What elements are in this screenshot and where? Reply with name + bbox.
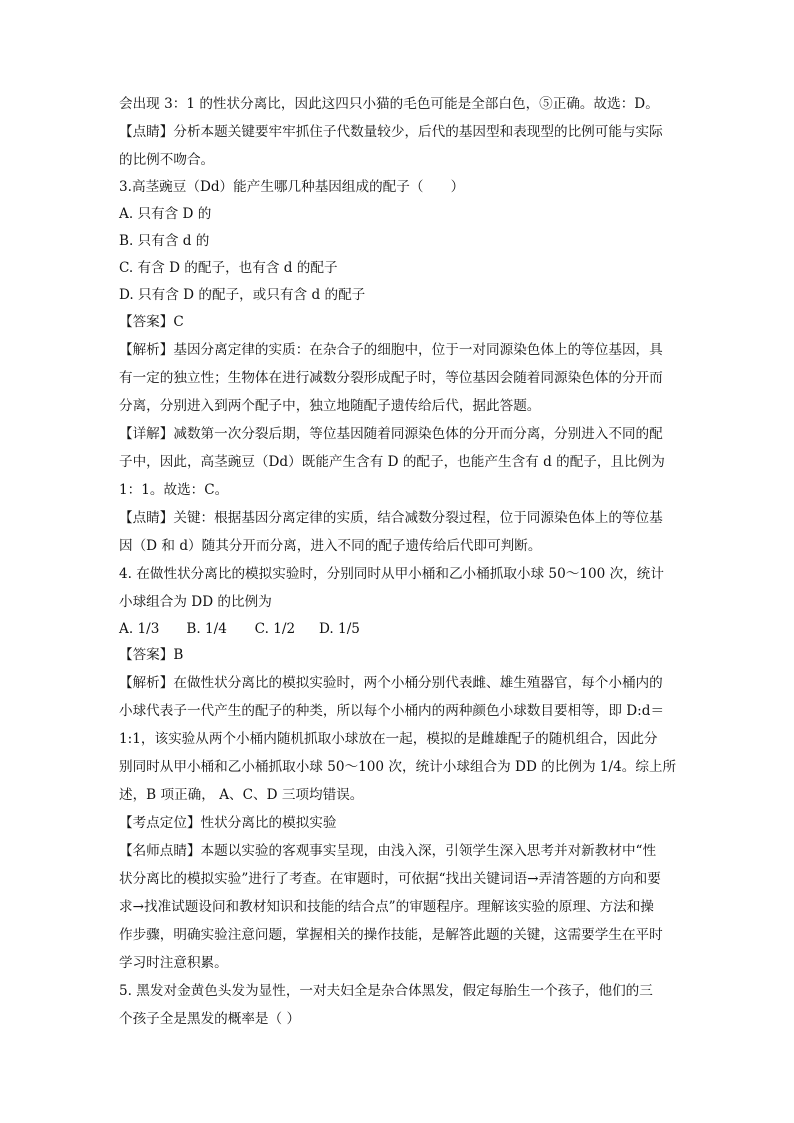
option-c: C. 有含 D 的配子，也有含 d 的配子 bbox=[119, 260, 338, 276]
q4-options bbox=[119, 620, 360, 638]
q4-option-a: A. 1/3 bbox=[119, 621, 160, 637]
text-line: 求→找准试题设问和教材知识和技能的结合点”的审题程序。理解该实验的原理、方法和操 bbox=[119, 899, 654, 915]
text-line: 学习时注意积累。 bbox=[119, 955, 228, 971]
text-line: 小球代表子一代产生的配子的种类，所以每个小桶内的两种颜色小球数目要相等，即 D:d＝ bbox=[119, 703, 665, 719]
answer-line: 【答案】B bbox=[119, 647, 184, 663]
question-3: 3.高茎豌豆（Dd）能产生哪几种基因组成的配子（ ） bbox=[119, 179, 465, 195]
text-line: 的比例不吻合。 bbox=[119, 152, 215, 168]
q4-option-b: B. 1/4 bbox=[186, 621, 227, 637]
text-line: 个孩子全是黑发的概率是（ ） bbox=[119, 1011, 301, 1027]
q4-option-c: C. 1/2 bbox=[254, 621, 296, 637]
question-5: 5. 黑发对金黄色头发为显性，一对夫妇全是杂合体黑发，假定每胎生一个孩子，他们的三 bbox=[119, 983, 653, 999]
text-line: 述，B 项正确， A、C、D 三项均错误。 bbox=[119, 787, 364, 803]
text-line: 【解析】基因分离定律的实质：在杂合子的细胞中，位于一对同源染色体上的等位基因，具 bbox=[119, 342, 663, 358]
answer-line: 【答案】C bbox=[119, 314, 184, 330]
option-b: B. 只有含 d 的 bbox=[119, 233, 210, 249]
text-line: 【详解】减数第一次分裂后期，等位基因随着同源染色体的分开而分离，分别进入不同的配 bbox=[119, 426, 663, 442]
question-4: 4. 在做性状分离比的模拟实验时，分别同时从甲小桶和乙小桶抓取小球 50～100 次，统计 bbox=[119, 566, 664, 582]
text-line: 【点睛】分析本题关键要牢牢抓住子代数量较少，后代的基因型和表现型的比例可能与实际 bbox=[119, 124, 663, 140]
text-line: 【点睛】关键：根据基因分离定律的实质，结合减数分裂过程，位于同源染色体上的等位基 bbox=[119, 510, 663, 526]
text-line: 【考点定位】性状分离比的模拟实验 bbox=[119, 815, 337, 831]
option-d: D. 只有含 D 的配子，或只有含 d 的配子 bbox=[119, 287, 366, 303]
text-line: 有一定的独立性；生物体在进行减数分裂形成配子时，等位基因会随着同源染色体的分开而 bbox=[119, 370, 663, 386]
text-line: 【名师点睛】本题以实验的客观事实呈现，由浅入深，引领学生深入思考并对新教材中“性 bbox=[119, 843, 657, 859]
text-line: 1:1，该实验从两个小桶内随机抓取小球放在一起，模拟的是雌雄配子的随机组合，因此分 bbox=[119, 731, 658, 747]
text-line: 会出现 3：1 的性状分离比，因此这四只小猫的毛色可能是全部白色，⑤正确。故选：D。 bbox=[119, 96, 659, 112]
text-line: 因（D 和 d）随其分开而分离，进入不同的配子遗传给后代即可判断。 bbox=[119, 538, 542, 554]
text-line: 1：1。故选：C。 bbox=[119, 482, 229, 498]
text-line: 状分离比的模拟实验”进行了考查。在审题时，可依据“找出关键词语→弄清答题的方向和要 bbox=[119, 871, 661, 887]
text-line: 小球组合为 DD 的比例为 bbox=[119, 594, 272, 610]
text-line: 作步骤，明确实验注意问题，掌握相关的操作技能，是解答此题的关键，这需要学生在平时 bbox=[119, 927, 663, 943]
text-line: 分离，分别进入到两个配子中，独立地随配子遗传给后代，据此答题。 bbox=[119, 398, 541, 414]
text-line: 子中，因此，高茎豌豆（Dd）既能产生含有 D 的配子，也能产生含有 d 的配子，且比例为 bbox=[119, 454, 665, 470]
text-line: 别同时从甲小桶和乙小桶抓取小球 50～100 次，统计小球组合为 DD 的比例为 1/4。综上所 bbox=[119, 759, 677, 775]
text-line: 【解析】在做性状分离比的模拟实验时，两个小桶分别代表雌、雄生殖器官，每个小桶内的 bbox=[119, 675, 663, 691]
option-a: A. 只有含 D 的 bbox=[119, 206, 212, 222]
q4-option-d: D. 1/5 bbox=[318, 621, 360, 637]
